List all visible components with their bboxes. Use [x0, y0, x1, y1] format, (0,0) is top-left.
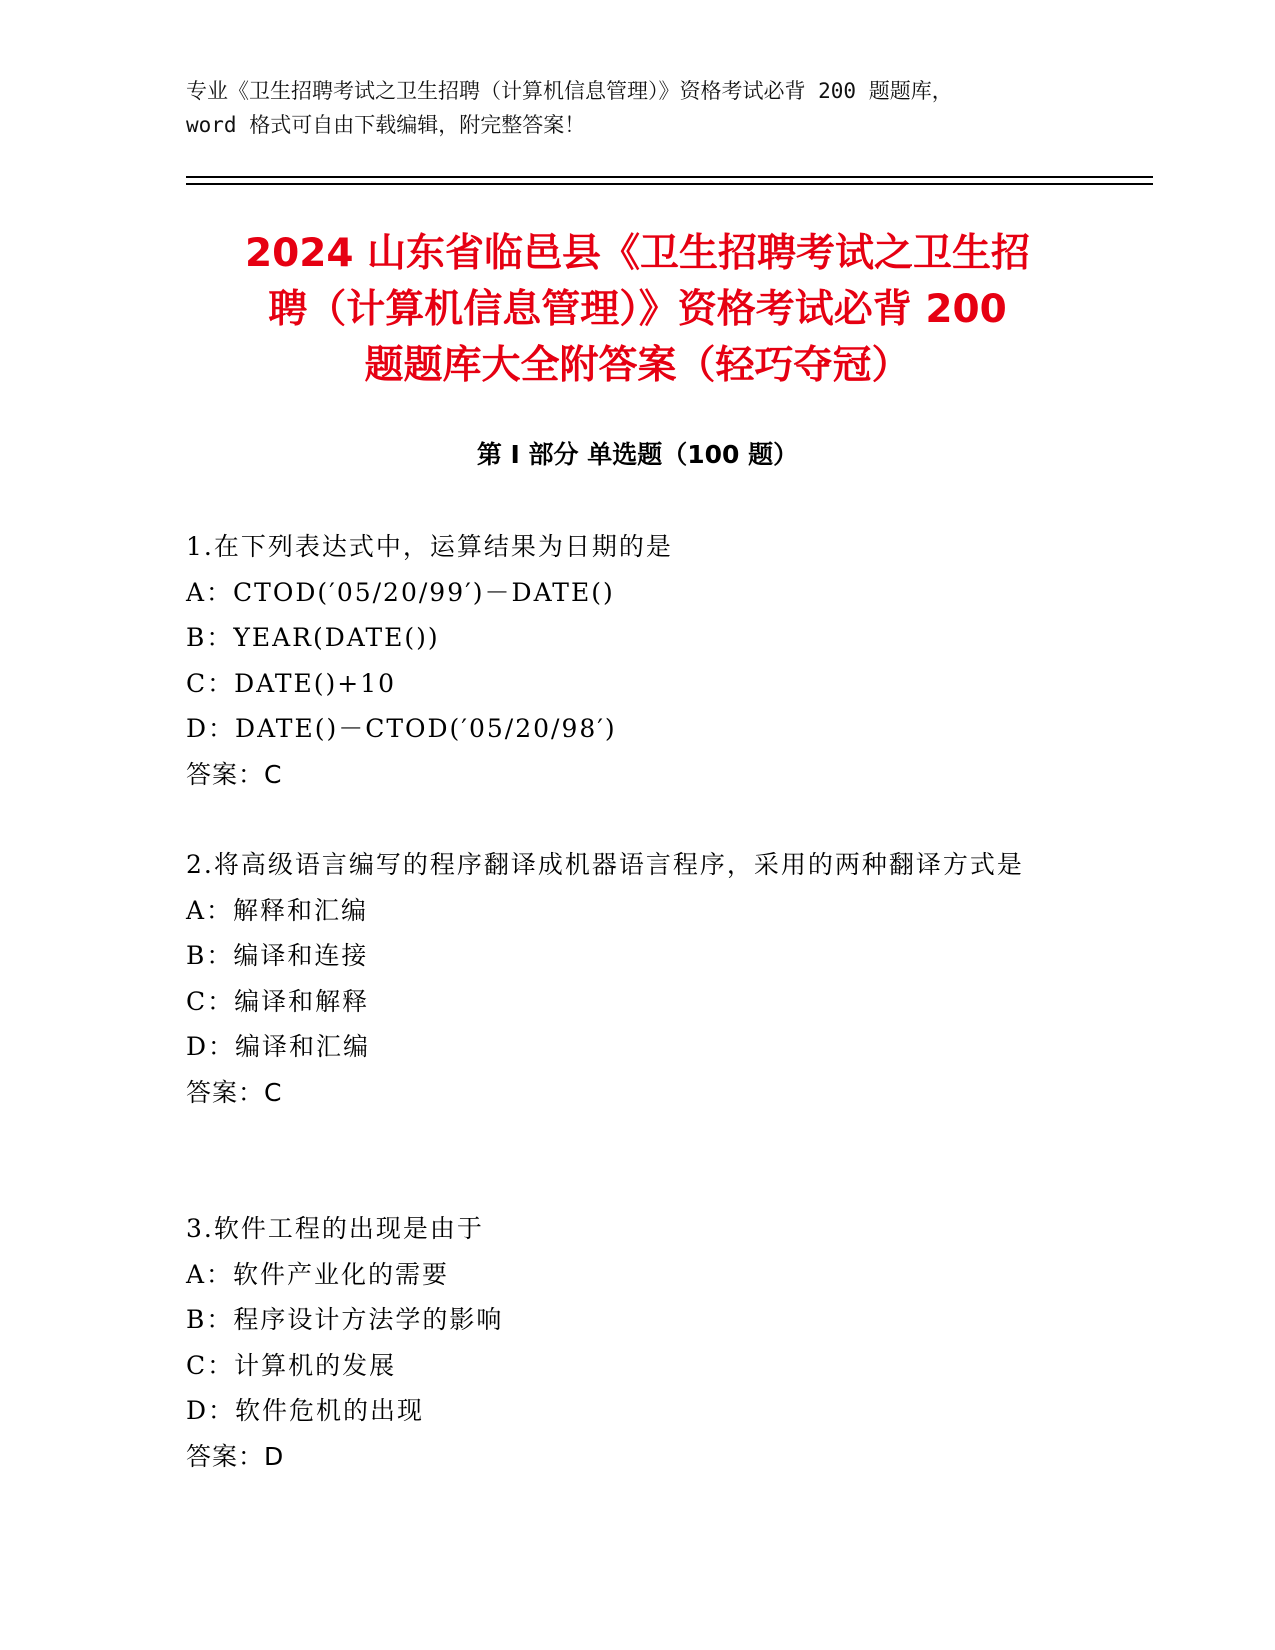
header-divider-bottom	[186, 183, 1153, 185]
option-b: B：YEAR(DATE())	[186, 623, 440, 652]
option-b: B：程序设计方法学的影响	[186, 1305, 504, 1334]
question-stem: 2.将高级语言编写的程序翻译成机器语言程序，采用的两种翻译方式是	[186, 850, 1024, 879]
header-note	[186, 74, 1086, 142]
option-a: A：软件产业化的需要	[186, 1259, 450, 1289]
document-title	[150, 226, 1125, 394]
header-divider-top	[186, 176, 1153, 178]
header-note-line-1: 专业《卫生招聘考试之卫生招聘（计算机信息管理）》资格考试必背 200 题题库，	[186, 79, 953, 103]
option-d: D：编译和汇编	[186, 1032, 371, 1061]
answer: 答案：C	[186, 759, 283, 789]
option-a: A：CTOD(′05/20/99′)－DATE()	[186, 577, 615, 607]
question-3	[186, 1206, 1066, 1479]
document-title-line-2: 聘（计算机信息管理）》资格考试必背 200	[268, 287, 1007, 332]
option-a: A：解释和汇编	[186, 895, 369, 925]
question-2	[186, 842, 1066, 1115]
option-d: D：软件危机的出现	[186, 1396, 425, 1425]
option-b: B：编译和连接	[186, 941, 369, 970]
document-title-line-1: 2024 山东省临邑县《卫生招聘考试之卫生招	[244, 231, 1031, 276]
option-d: D：DATE()－CTOD(′05/20/98′)	[186, 714, 617, 743]
question-stem: 3.软件工程的出现是由于	[186, 1214, 484, 1243]
question-1	[186, 524, 1066, 797]
answer: 答案：C	[186, 1077, 283, 1107]
question-stem: 1.在下列表达式中，运算结果为日期的是	[186, 532, 673, 561]
header-note-line-2: word 格式可自由下载编辑，附完整答案！	[186, 113, 586, 137]
answer: 答案：D	[186, 1441, 285, 1471]
option-c: C：DATE()+10	[186, 668, 397, 698]
document-title-line-3: 题题库大全附答案（轻巧夺冠）	[364, 343, 911, 388]
option-c: C：编译和解释	[186, 986, 370, 1016]
section-heading: 第 I 部分 单选题（100 题）	[476, 440, 799, 469]
option-c: C：计算机的发展	[186, 1350, 397, 1380]
